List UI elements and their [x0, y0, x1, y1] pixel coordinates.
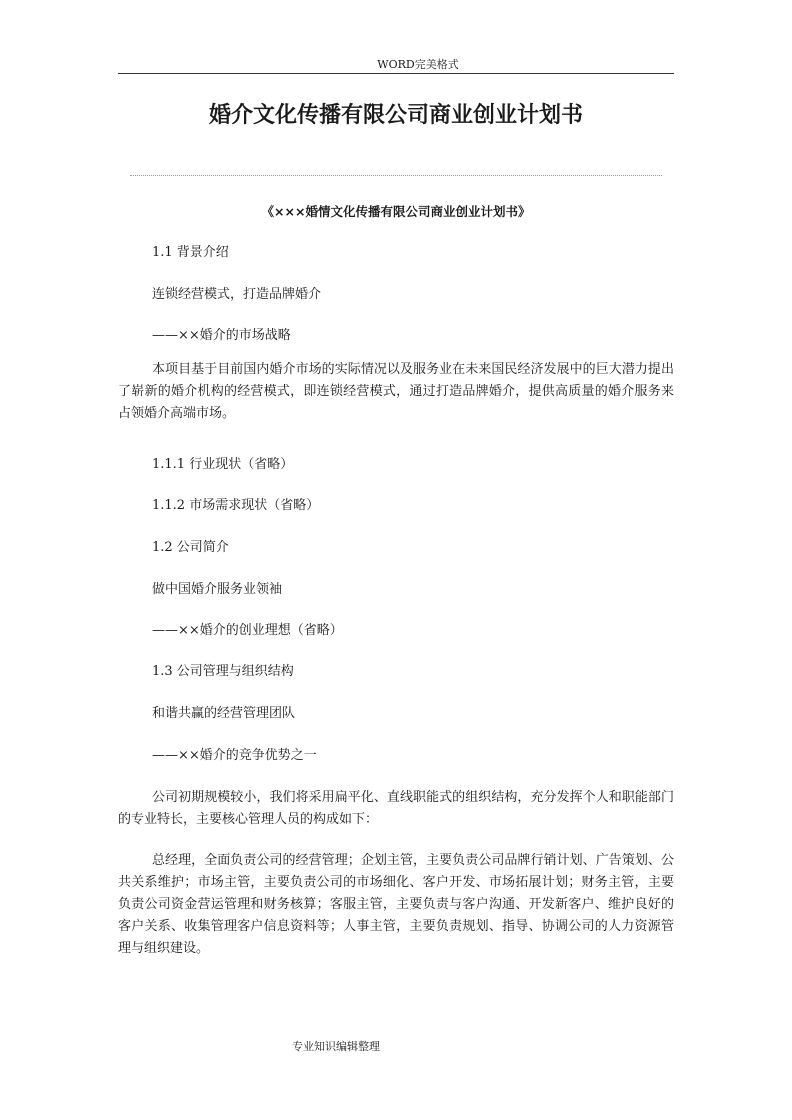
- title-divider: [130, 175, 662, 176]
- slogan-line: 和谐共赢的经营管理团队: [152, 706, 296, 721]
- dash-line: ——××婚介的市场战略: [152, 328, 291, 343]
- document-subtitle: 《×××婚情文化传播有限公司商业创业计划书》: [261, 204, 531, 219]
- dash-line: ——××婚介的创业理想（省略）: [152, 623, 343, 638]
- paragraph-org-structure: 公司初期规模较小，我们将采用扁平化、直线职能式的组织结构，充分发挥个人和职能部门的专业特长，主要核心管理人员的构成如下：: [118, 790, 674, 827]
- section-heading-1-1: 1.1 背景介绍: [152, 245, 229, 260]
- slogan-line: 做中国婚介服务业领袖: [152, 582, 283, 597]
- slogan-line: 连锁经营模式，打造品牌婚介: [152, 287, 322, 302]
- paragraph-management-roles: 总经理，全面负责公司的经营管理；企划主管，主要负责公司品牌行销计划、广告策划、公共关系维护；市场主管，主要负责公司的市场细化、客户开发、市场拓展计划；财务主管，主要负责公司资金营运管理和财务核算；客服主管，主要负责与客户沟通、开发新客户、维护良好的客户关系、收集管理客户信息资料等；人事主管，主要负责规划、指导、协调公司的人力资源管理与组织建设。: [118, 853, 674, 956]
- page-header: [118, 58, 674, 74]
- page-header-text: WORD完美格式: [377, 58, 459, 71]
- paragraph-project-intro: 本项目基于目前国内婚介市场的实际情况以及服务业在未来国民经济发展中的巨大潜力提出了崭新的婚介机构的经营模式，即连锁经营模式，通过打造品牌婚介，提供高质量的婚介服务来占领婚介高端市场。: [118, 362, 674, 421]
- section-heading-1-2: 1.2 公司简介: [152, 540, 229, 555]
- section-heading-1-1-1: 1.1.1 行业现状（省略）: [152, 457, 294, 472]
- section-heading-1-3: 1.3 公司管理与组织结构: [152, 664, 294, 679]
- page-footer: 专业知识编辑整理: [292, 1040, 380, 1053]
- document-title: 婚介文化传播有限公司商业创业计划书: [208, 103, 583, 128]
- section-heading-1-1-2: 1.1.2 市场需求现状（省略）: [152, 498, 320, 513]
- dash-line: ——××婚介的竞争优势之一: [152, 748, 317, 763]
